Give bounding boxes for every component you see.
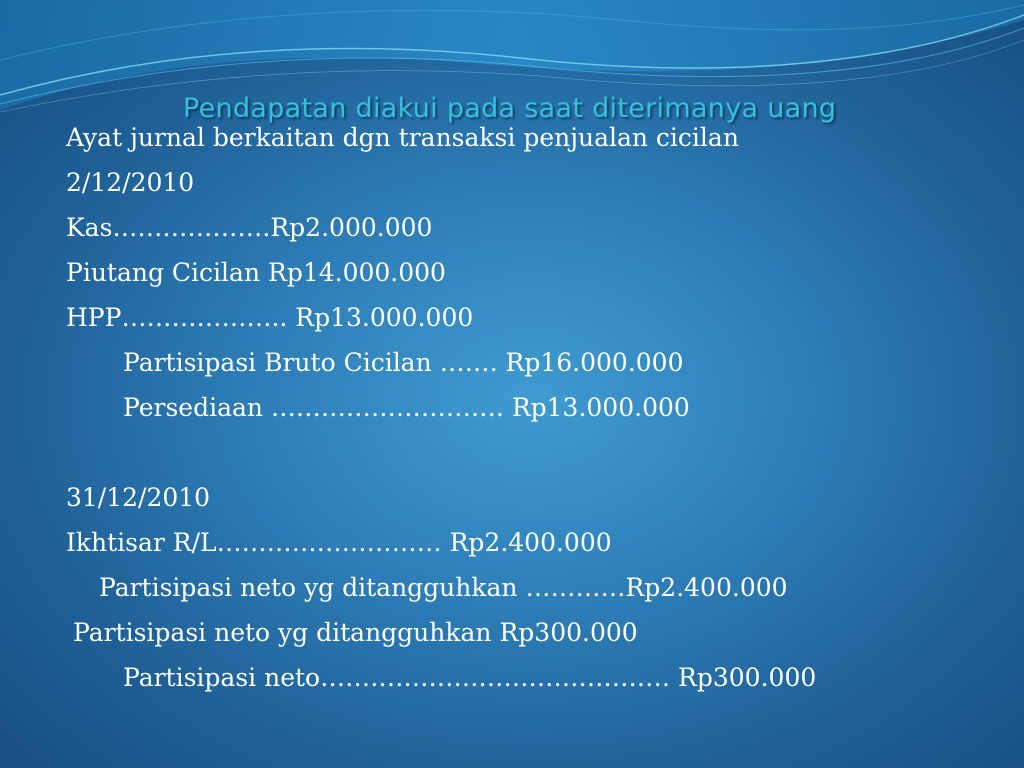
body-line-10: Ikhtisar R/L……………………… Rp2.400.000	[66, 528, 612, 557]
body-line-12: Partisipasi neto yg ditangguhkan Rp300.000	[73, 618, 638, 647]
body-line-6: Partisipasi Bruto Cicilan ……. Rp16.000.000	[123, 348, 684, 377]
body-line-7: Persediaan ………………………. Rp13.000.000	[123, 393, 690, 422]
body-line-11: Partisipasi neto yg ditangguhkan …………Rp2.400.000	[99, 573, 788, 602]
slide-body	[66, 115, 1006, 700]
body-line-9: 31/12/2010	[66, 483, 211, 512]
body-line-3: Kas……………….Rp2.000.000	[66, 213, 433, 242]
body-line-13: Partisipasi neto…………………………………… Rp300.000	[123, 663, 817, 692]
body-line-4: Piutang Cicilan Rp14.000.000	[66, 258, 446, 287]
body-line-blank	[66, 430, 1006, 475]
body-line-5: HPP……………….. Rp13.000.000	[66, 303, 474, 332]
body-line-2: 2/12/2010	[66, 168, 195, 197]
body-line-1: Ayat jurnal berkaitan dgn transaksi penjualan cicilan	[66, 123, 739, 152]
slide-title: Pendapatan diakui pada saat diterimanya uang	[183, 93, 837, 124]
